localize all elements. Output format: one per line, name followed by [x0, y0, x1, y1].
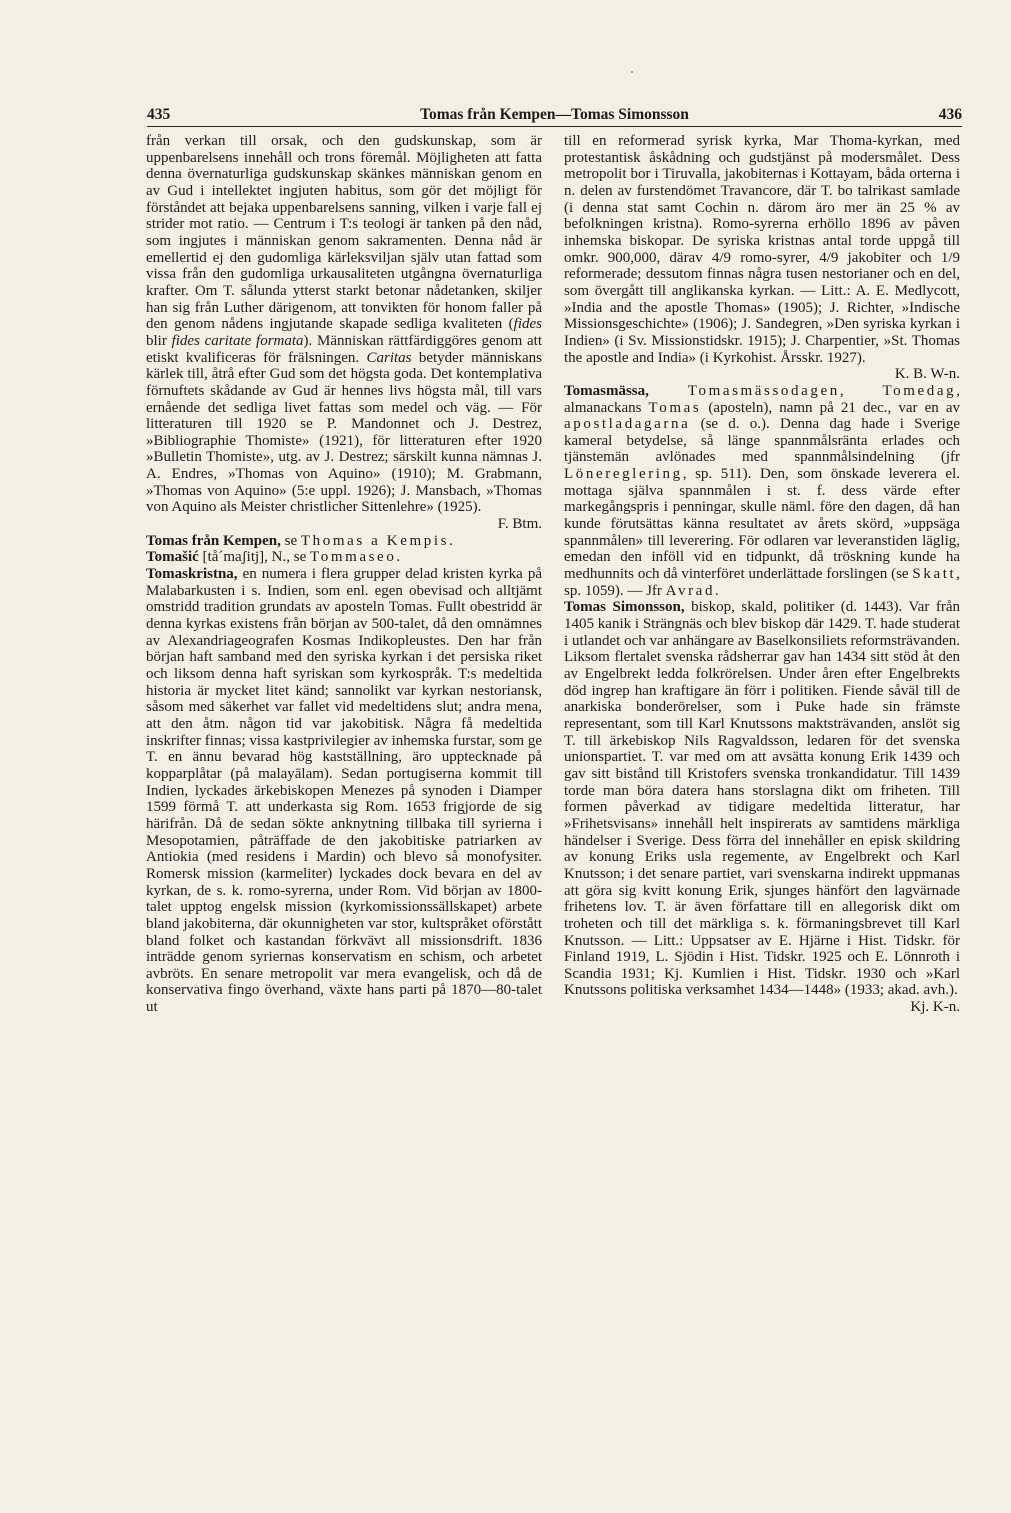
speck-mark	[631, 71, 633, 73]
fraction: 4/9	[711, 249, 732, 266]
fraction: 1/9	[940, 249, 960, 266]
page-number-right: 436	[938, 106, 962, 123]
fraction: 4/9	[819, 249, 839, 266]
author-signature: K. B. W-n.	[894, 366, 960, 383]
entry-tomasic: Tomašić [tå´maʃitj], N., se Tommaseo.	[146, 549, 401, 566]
entry-tomasmassa: Tomasmässa, Tomasmässodagen, Tomedag, almanackans Tomas (aposteln), namn på 21 dec., var en av apostladagarna (se d. o.). Denna dag hade i Sverige kameral betydelse, så länge spannmålsränta erlades och tjänstemän avlönades med spannmålsindelning (jfr Lönereglering, sp. 511). Den, som önskade leverera el. mottaga själva spannmålen i st. f. dess värde efter markegångspris i penningar, skulle näml. före den dagen, då han kunde förutsättas känna resultatet av årets skörd, »uppsäga spannmålen» till leverering. För odlaren var leveranstiden läglig, emedan den inföll vid en tidpunkt, då tröskning kunde ha medhunnits och då vinterföret underlättade forslingen (se Skatt, sp. 1059). — Jfr Avrad.	[564, 382, 961, 599]
entry-tomas-simonsson: Tomas Simonsson, biskop, skald, politiker (d. 1443). Var från 1405 kanik i Strängnäs och blev biskop där 1429. T. hade studerat i utlandet och var anhängare av Baselkonsiliets reformsträvanden. Liksom flertalet svenska rådsherrar gav han 1434 sitt stöd åt den av Engelbrekt ledda folkrörelsen. Under åren efter Engelbrekts död ingrep han kraftigare än förr i politiken. Fiende såväl till de anarkiska bonderörelser, som i Puke hade sin främste representant, som till Karl Knutssons maktsträvanden, anslöt sig T. till ärkebiskop Nils Ragvaldsson, ledaren för det svenska unionspartiet. T. var med om att avsätta konung Erik 1439 och gav sitt bistånd till Kristofers svenska tronkandidatur. Till 1439 torde man böra datera hans storslagna dikt om friheten. Till formen påverkad av tidigare medeltida litteratur, har »Frihetsvisans» innehåll helt inspirerats av samtidens märkliga händelser i Sverige. Dess förra del innehåller en episk skildring av konung Eriks usla regemente, av Engelbrekt och Karl Knutsson; i det senare partiet, vari svenskarna indirekt uppmanas att göra sig kvitt konung Erik, sjunges hänfört den lagvärnade frihetens lov. T. är även författare till en allegorisk dikt om troheten och till det märkliga s. k. förmaningsbrevet till Karl Knutsson. — Litt.: Uppsatser av E. Hjärne i Hist. Tidskr. för Finland 1919, L. Sjödin i Hist. Tidskr. 1925 och E. Lönnroth i Scandia 1931; Kj. Kumlien i Hist. Tidskr. 1930 och »Karl Knutssons politiska verksamhet 1434—1448» (1933; akad. avh.). Kj. K-n.	[564, 599, 960, 1016]
page-number-left: 435	[147, 106, 171, 123]
headword: Tomasmässa,	[564, 382, 649, 399]
running-title: Tomas från Kempen—Tomas Simonsson	[420, 106, 689, 123]
headword: Tomašić	[146, 549, 199, 566]
page-header	[147, 104, 962, 127]
left-column	[146, 133, 542, 1016]
headword: Tomaskristna,	[146, 566, 238, 583]
right-column	[564, 133, 960, 1016]
entry-tomaskristna-continued: till en reformerad syrisk kyrka, Mar Thoma-kyrkan, med protestantisk åskådning och gudstjänst på modersmålet. Dess metropolit bor i Tiruvalla, jakobiternas i Kottayam, båda orterna i n. delen av furstendömet Travancore, där T. bo talrikast samlade (i denna stat samt Cochin n. därom äro mer än 25 % av befolkningen kristna). Romo-syrerna erhöllo 1896 av påven inhemska biskopar. De syriska kristnas antal torde uppgå till omkr. 900,000, därav 4/9 romo-syrer, 4/9 jakobiter och 1/9 reformerade; dessutom finnas några tusen nestorianer och en del, som övergått till anglikanska kyrkan. — Litt.: A. E. Medlycott, »India and the apostle Thomas» (1905); J. Richter, »Indische Missionsgeschichte» (1906); J. Sandegren, »Den syriska kyrkan i Indien» (i Sv. Missionstidskr. 1915); J. Charpentier, »St. Thomas the apostle and India» (i Kyrkohist. Årsskr. 1927). K. B. W-n.	[564, 133, 960, 383]
entry-tomas-fran-kempen: Tomas från Kempen, se Thomas a Kempis.	[146, 532, 453, 549]
author-signature: F. Btm.	[497, 516, 542, 533]
entry-tomaskristna: Tomaskristna, en numera i flera grupper delad kristen kyrka på Malabarkusten i s. Indien, som enl. egen obevisad och alltjämt omstridd tradition grundats av aposteln Tomas. Fullt obestridd är denna kyrkas existens från början av 500-talet, då den omnämnes av Alexandriageografen Kosmas Indikopleustes. Den har från början haft samband med den syriska kyrkan i det persiska riket och liksom denna haft syriskan som kyrkospråk. T:s medeltida historia är mycket litet känd; sannolikt var kyrkan nestoriansk, såsom med säkerhet var fallet vid medeltidens slut; andra mena, att den åtm. någon tid var jakobitisk. Några få medeltida inskrifter finnas; vissa kastprivilegier av inhemska furstar, som ge T. en ännu bevarad hög kastställning, äro upptecknade på kopparplåtar (på malayālam). Sedan portugiserna kommit till Indien, lyckades ärkebiskopen Menezes på synoden i Diamper 1599 förmå T. att underkasta sig Rom. 1653 frigjorde de sig härifrån. Då de sedan sökte anknytning tillbaka till syrierna i Mesopotamien, påträffade de den jakobitiske patriarken av Antiokia (med residens i Mardin) och blevo så monofysiter. Romersk mission (karmeliter) lyckades dock bevara en del av kyrkan, de s. k. romo-syrerna, under Rom. Vid början av 1800-talet upptog engelsk mission (kyrkomissionssällskapet) arbete bland jakobiterna, där okunnigheten var stor, kultspråket oförstått bland folket och kastandan förkvävt all missionsdrift. 1836 inträdde genom syriernas konservatism en schism, och arbetet avbröts. En senare metropolit var mera evangelisk, och då de konservativa fingo överhand, växte hans parti på 1870—80-talet ut	[146, 566, 542, 1016]
author-signature: Kj. K-n.	[910, 999, 960, 1016]
headword: Tomas från Kempen,	[146, 532, 281, 549]
cross-reference: Thomas a Kempis	[300, 532, 450, 549]
cross-reference: Tommaseo	[310, 549, 397, 566]
entry-thomas-aquinas-continued: från verkan till orsak, och den gudskunskap, som är uppenbarelsens innehåll och trons föremål. Möjligheten att fatta denna övernaturliga gudskunskap skänkes människan genom en av Gud i intellektet ingjuten habitus, som gör det möjligt för förståndet att bejaka uppenbarelsens sanning, vilken i varje fall ej strider mot ratio. — Centrum i T:s teologi är tanken på den nåd, som ingjutes i människan genom sakramenten. Denna nåd är emellertid ej den gudomliga kärleksviljan själv utan fattad som vissa från den gudomliga urkausaliteten utgångna övernaturliga krafter. Om T. sålunda ytterst starkt betonar nådetanken, skiljer han sig från Luther därigenom, att tonvikten för honom faller på den genom nådens ingjutande skapade sedliga kvaliteten (fides blir fides caritate formata). Människan rättfärdiggöres genom att etiskt kvalificeras för frälsningen. Caritas betyder människans kärlek till, åtrå efter Gud som det högsta goda. Det kontemplativa förnuftets skådande av Gud är hennes livs högsta mål, till vars ernående det sedliga livet fattas som medel och väg. — För litteraturen till 1920 se P. Mandonnet och J. Destrez, »Bibliographie Thomiste» (1921), för litteraturen efter 1920 »Bulletin Thomiste», utg. av J. Destrez; särskilt kunna nämnas J. A. Endres, »Thomas von Aquino» (1910); M. Grabmann, »Thomas von Aquino» (5:e uppl. 1926); J. Mansbach, »Thomas von Aquino als Meister christlicher Sittenlehre» (1925). F. Btm.	[146, 133, 542, 533]
headword: Tomas Simonsson,	[564, 599, 685, 616]
